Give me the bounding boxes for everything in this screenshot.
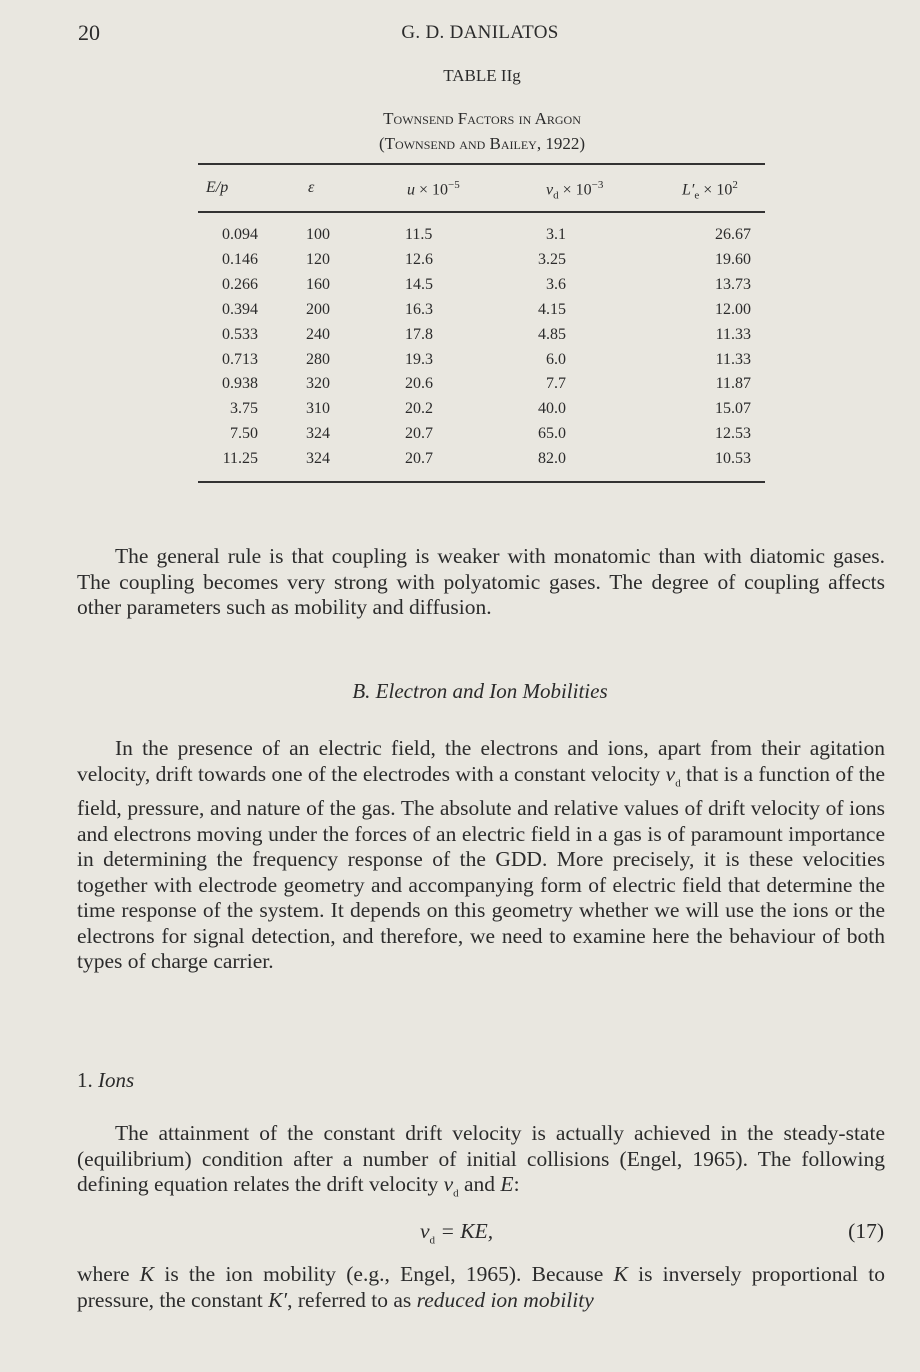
table-cell: 20.7 xyxy=(405,425,433,443)
subsection-heading xyxy=(77,1068,134,1093)
subsection-number: 1. xyxy=(77,1068,98,1092)
header-vd-factor: × 10 xyxy=(558,181,592,199)
table-cell: 324 xyxy=(306,450,330,468)
table-cell: 7.7 xyxy=(546,375,566,393)
table-cell: 11.5 xyxy=(405,226,433,243)
header-vd xyxy=(546,179,603,202)
table-cell: 3.25 xyxy=(538,250,566,268)
table-cell: 0.146 xyxy=(222,250,258,268)
header-le-factor: × 10 xyxy=(699,181,733,199)
final-t2: is the ion mobility (e.g., Engel, 1965). Because xyxy=(154,1262,614,1286)
table-cell: 3.6 xyxy=(546,275,566,293)
table-cell: 40.0 xyxy=(538,400,566,418)
table-header-rule xyxy=(198,211,765,213)
header-u xyxy=(407,179,460,199)
header-vd-exp: −3 xyxy=(591,179,604,191)
table-cell: 11.33 xyxy=(715,350,751,368)
table-cell: 12.53 xyxy=(715,425,751,443)
table-cell: 120 xyxy=(306,250,330,268)
paragraph-ions-start: The attainment of the constant drift velocity is actually achieved in the steady-state (equilibrium) condition after a number of initial collisions (Engel, 1965). The following defining equation relates the drift velocity xyxy=(77,1121,885,1196)
table-cell: 280 xyxy=(306,350,330,368)
table-bottom-rule xyxy=(198,481,765,483)
table-label: TABLE IIg xyxy=(443,66,521,85)
table-cell: 200 xyxy=(306,300,330,318)
running-head: G. D. DANILATOS xyxy=(401,22,559,43)
header-e-over-p: E/p xyxy=(206,179,229,196)
subsection-title: Ions xyxy=(98,1068,135,1092)
table-cell: 20.7 xyxy=(405,450,433,468)
header-u-exp: −5 xyxy=(448,179,460,191)
table-cell: 20.2 xyxy=(405,400,433,418)
header-le-exp: 2 xyxy=(732,179,738,191)
table-cell: 4.85 xyxy=(538,325,566,343)
final-t3: is inversely proportional to pressure, the constant xyxy=(77,1262,885,1312)
page-number: 20 xyxy=(78,20,100,45)
table-cell: 160 xyxy=(306,275,330,293)
table-top-rule xyxy=(198,163,765,165)
table-cell: 324 xyxy=(306,425,330,443)
paragraph-ions-end: : xyxy=(513,1172,520,1196)
table-cell: 17.8 xyxy=(405,325,433,343)
table-cell: 0.094 xyxy=(222,226,258,243)
paragraph-mobilities xyxy=(77,736,885,975)
header-le-var: L′ xyxy=(682,181,695,199)
table-cell: 3.1 xyxy=(546,226,566,243)
table-cell: 65.0 xyxy=(538,425,566,443)
table-cell: 310 xyxy=(306,400,330,418)
header-epsilon: ε xyxy=(308,179,315,196)
table-cell: 14.5 xyxy=(405,275,433,293)
k-prime-symbol: K′ xyxy=(268,1287,288,1312)
table-cell: 0.533 xyxy=(222,325,258,343)
table-cell: 19.3 xyxy=(405,350,433,368)
table-cell: 19.60 xyxy=(715,250,751,268)
equation-lhs-sub: d xyxy=(429,1234,436,1247)
table-cell: 240 xyxy=(306,325,330,343)
table-cell: 13.73 xyxy=(715,275,751,293)
vd-subscript: d xyxy=(675,776,681,789)
table-cell: 12.6 xyxy=(405,250,433,268)
k-symbol-1: K xyxy=(139,1262,155,1286)
e-symbol: E xyxy=(500,1172,514,1196)
table-cell: 320 xyxy=(306,375,330,393)
table-cell: 10.53 xyxy=(715,450,751,468)
final-t4: , referred to as xyxy=(287,1287,417,1312)
table-cell: 20.6 xyxy=(405,375,433,393)
paragraph-mobilities-start: In the presence of an electric field, the electrons and ions, apart from their agitation velocity, drift towards one of the electrodes with a constant velocity xyxy=(77,736,885,786)
equation-lhs: v xyxy=(420,1219,430,1243)
equation-17 xyxy=(420,1219,493,1246)
final-t1: where xyxy=(77,1262,140,1286)
table-cell: 11.87 xyxy=(715,375,751,393)
table-cell: 11.25 xyxy=(222,450,258,468)
header-vd-sub: d xyxy=(553,189,559,202)
header-le-sub: e xyxy=(694,189,700,202)
table-caption-source: (Townsend and Bailey, 1922) xyxy=(378,134,586,153)
paragraph-mobility-definition xyxy=(77,1262,885,1313)
section-heading: B. Electron and Ion Mobilities xyxy=(352,679,608,703)
vd-subscript-2: d xyxy=(453,1187,459,1200)
table-cell: 6.0 xyxy=(546,350,566,368)
table-cell: 82.0 xyxy=(538,450,566,468)
table-cell: 7.50 xyxy=(230,425,258,443)
table-cell: 16.3 xyxy=(405,300,433,318)
table-cell: 12.00 xyxy=(715,300,751,318)
paragraph-ions-mid: and xyxy=(458,1172,501,1196)
equation-number: (17) xyxy=(848,1219,884,1243)
table-cell: 11.33 xyxy=(715,325,751,343)
table-cell: 0.713 xyxy=(222,350,258,368)
vd-symbol-2: v xyxy=(443,1172,454,1196)
header-le xyxy=(682,179,738,202)
reduced-ion-mobility-term: reduced ion mobility xyxy=(416,1287,594,1312)
paragraph-mobilities-rest: that is a function of the field, pressure, and nature of the gas. The absolute and relative values of drift velocity of ions and electrons moving under the forces of an electric field in a gas is of paramount importance in determining the frequency response of the GDD. More precisely, it is these velocities together with electrode geometry and accompanying form of electric field that determine the time response of the system. It depends on this geometry whether we will use the ions or the electrons for signal detection, and therefore, we need to examine here the behaviour of both types of charge carrier. xyxy=(77,761,885,974)
table-caption xyxy=(0,106,920,156)
table-cell: 4.15 xyxy=(538,300,566,318)
header-u-var: u xyxy=(407,181,415,199)
table-cell: 3.75 xyxy=(230,400,258,418)
table-cell: 26.67 xyxy=(715,226,751,243)
table-caption-title: Townsend Factors in Argon xyxy=(383,109,581,128)
table-cell: 0.938 xyxy=(222,375,258,393)
table-cell: 15.07 xyxy=(715,400,751,418)
vd-symbol: v xyxy=(665,761,676,786)
table-cell: 0.394 xyxy=(222,300,258,318)
paragraph-ions xyxy=(77,1121,885,1207)
table-cell: 0.266 xyxy=(222,275,258,293)
k-symbol-2: K xyxy=(613,1262,628,1286)
header-vd-var: v xyxy=(546,181,554,199)
table-cell: 100 xyxy=(306,226,330,243)
paragraph-coupling: The general rule is that coupling is weaker with monatomic than with diatomic gases. The coupling becomes very strong with polyatomic gases. The degree of coupling affects other parameters such as mobility and diffusion. xyxy=(77,544,885,619)
header-u-factor: × 10 xyxy=(415,181,449,199)
equation-rhs: = KE, xyxy=(435,1219,494,1243)
